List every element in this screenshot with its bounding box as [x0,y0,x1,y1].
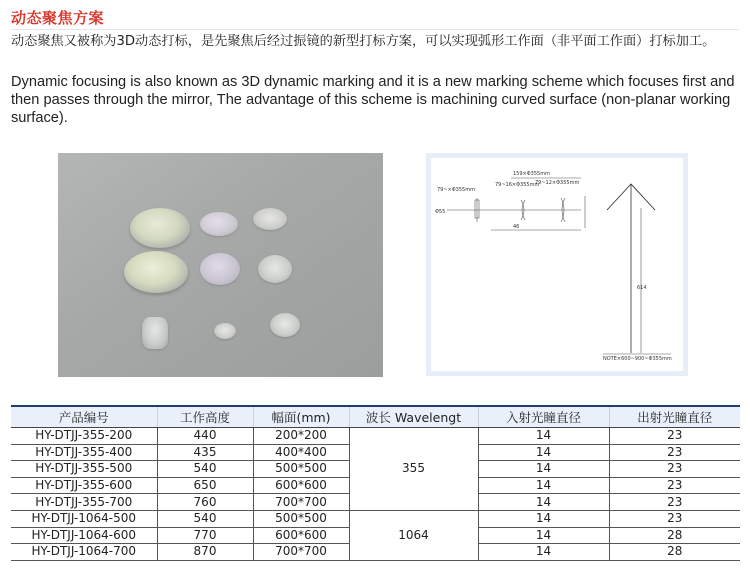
header-output-pupil: 出射光瞳直径 [609,407,740,428]
cell-product-code: HY-DTJJ-1064-700 [11,544,157,561]
cell-working-height: 770 [157,527,253,544]
header-product-code: 产品编号 [11,407,157,428]
lens-small-2 [258,255,292,283]
cell-output-pupil: 23 [609,510,740,527]
lens-medium-2 [200,253,240,285]
cell-input-pupil: 14 [478,494,609,511]
cell-wavelength-1064: 1064 [349,510,478,560]
lens-large-2 [124,251,188,293]
cell-field-size: 400*400 [253,444,349,461]
cell-product-code: HY-DTJJ-355-700 [11,494,157,511]
diagram-label-7: NOTE×600~900~Φ355mm [603,356,672,362]
lens-small-3 [270,313,300,337]
cell-output-pupil: 23 [609,444,740,461]
diagram-label-4: Φ55 [435,209,446,215]
cell-input-pupil: 14 [478,477,609,494]
diagram-label-0: 159×Φ355mm [513,171,550,177]
page-title: 动态聚焦方案 [11,9,105,27]
cell-product-code: HY-DTJJ-355-200 [11,428,157,445]
cell-field-size: 700*700 [253,494,349,511]
description-en: Dynamic focusing is also known as 3D dynamic marking and it is a new marking scheme which focuses first and then passes through the mirror, The advantage of this scheme is machining curved surface (non-planar working surface). [11,74,735,126]
diagram-label-2: 79~16×Φ355mm [495,182,540,188]
title-divider [11,29,739,30]
cell-field-size: 600*600 [253,527,349,544]
cell-field-size: 200*200 [253,428,349,445]
table-row [11,428,740,445]
cell-input-pupil: 14 [478,428,609,445]
cell-input-pupil: 14 [478,444,609,461]
optical-diagram [426,153,688,376]
header-working-height: 工作高度 [157,407,253,428]
cell-field-size: 600*600 [253,477,349,494]
table-row [11,510,740,527]
cell-output-pupil: 28 [609,527,740,544]
cell-output-pupil: 28 [609,544,740,561]
lens-tiny [214,323,236,339]
lens-photo [58,153,383,377]
description-zh: 动态聚焦又被称为3D动态打标，是先聚焦后经过振镜的新型打标方案，可以实现弧形工作面（非平面工作面）打标加工。 [11,34,716,49]
cell-input-pupil: 14 [478,510,609,527]
cell-product-code: HY-DTJJ-1064-600 [11,527,157,544]
diagram-label-6: 614 [637,285,647,291]
cell-input-pupil: 14 [478,544,609,561]
cell-working-height: 760 [157,494,253,511]
cell-working-height: 440 [157,428,253,445]
cell-working-height: 650 [157,477,253,494]
cell-product-code: HY-DTJJ-355-400 [11,444,157,461]
optical-diagram-svg [431,158,683,371]
cell-output-pupil: 23 [609,428,740,445]
lens-prism [142,317,168,349]
cell-working-height: 870 [157,544,253,561]
lens-small-1 [253,208,287,230]
cell-output-pupil: 23 [609,461,740,478]
header-wavelength: 波长 Wavelengt [349,407,478,428]
cell-working-height: 540 [157,510,253,527]
cell-field-size: 500*500 [253,461,349,478]
cell-output-pupil: 23 [609,477,740,494]
header-field-size: 幅面(mm) [253,407,349,428]
cell-output-pupil: 23 [609,494,740,511]
cell-product-code: HY-DTJJ-355-600 [11,477,157,494]
cell-field-size: 500*500 [253,510,349,527]
header-input-pupil: 入射光瞳直径 [478,407,609,428]
cell-product-code: HY-DTJJ-355-500 [11,461,157,478]
cell-working-height: 540 [157,461,253,478]
cell-product-code: HY-DTJJ-1064-500 [11,510,157,527]
cell-input-pupil: 14 [478,527,609,544]
cell-working-height: 435 [157,444,253,461]
cell-input-pupil: 14 [478,461,609,478]
diagram-label-5: 46 [513,224,520,230]
spec-table [11,407,740,561]
lens-medium-1 [200,212,238,236]
diagram-label-1: 79~×Φ355mm [437,187,475,193]
lens-large-1 [130,208,190,248]
cell-field-size: 700*700 [253,544,349,561]
diagram-label-3: 79~12×Φ355mm [535,180,580,186]
cell-wavelength-355: 355 [349,428,478,511]
table-header-row [11,407,740,428]
